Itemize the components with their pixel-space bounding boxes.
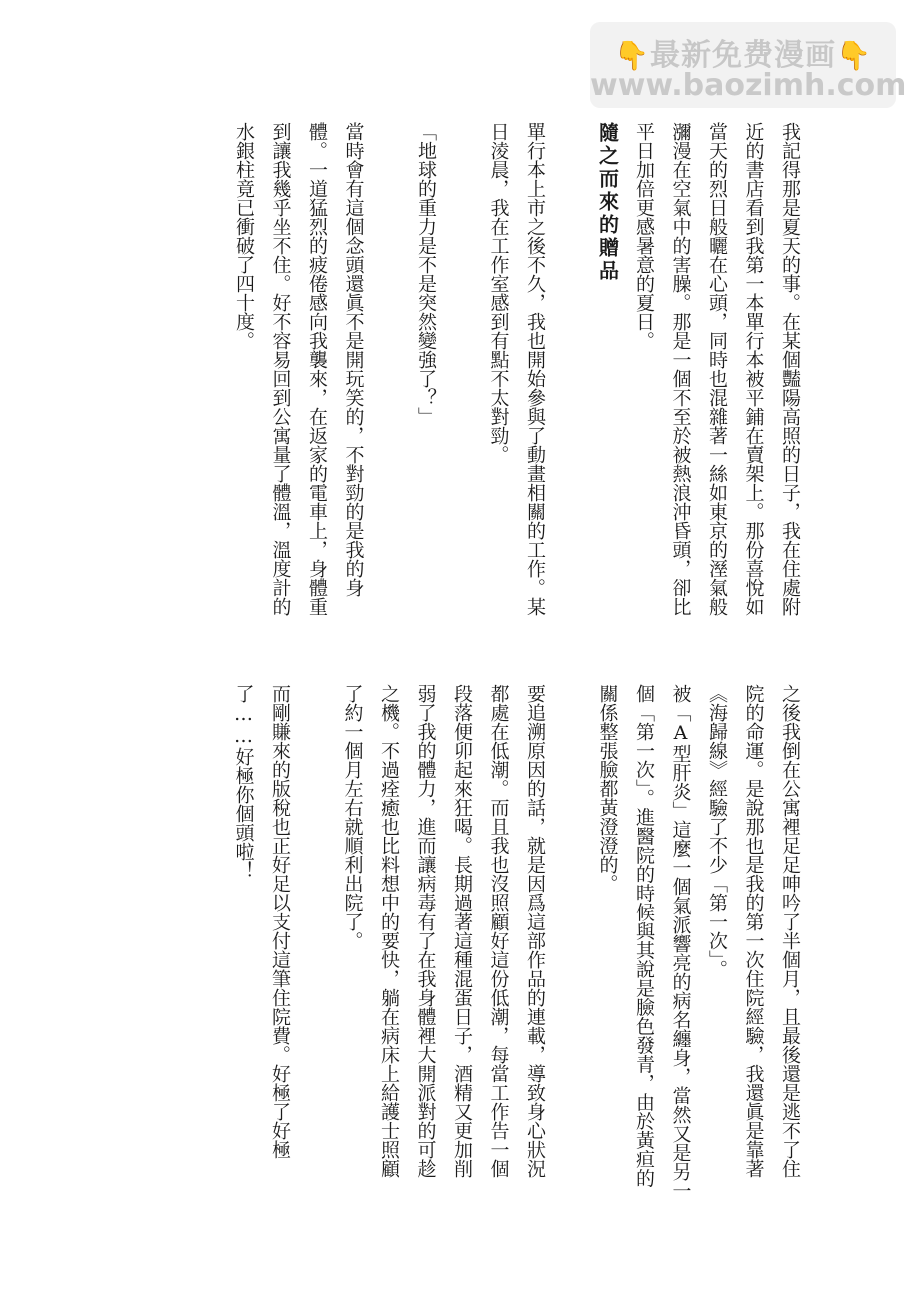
text-line: 當天的烈日般曬在心頭，同時也混雜著一絲如東京的溼氣般 (706, 122, 728, 616)
top-text-block (190, 122, 809, 642)
watermark-badge (590, 22, 907, 108)
text-line: 院的命運。是說那也是我的第一次住院經驗，我還眞是靠著 (742, 684, 765, 1178)
text-line: 弱了我的體力，進而讓病毒有了在我身體裡大開派對的可趁 (414, 684, 437, 1178)
text-line: 都處在低潮。而且我也沒照顧好這份低潮，每當工作告一個 (487, 684, 510, 1178)
text-line: 當時會有這個念頭還眞不是開玩笑的，不對勁的是我的身 (342, 122, 365, 597)
text-line: 體。一道猛烈的疲倦感向我襲來，在返家的電車上，身體重 (306, 122, 328, 616)
text-line: 近的書店看到我第一本單行本被平鋪在賣架上。那份喜悅如 (742, 122, 765, 616)
paragraph-fever (226, 122, 372, 642)
text-line: 我記得那是夏天的事。在某個豔陽高照的日子，我在住處附 (779, 122, 801, 616)
paragraph-summer (626, 122, 809, 642)
text-line: 瀰漫在空氣中的害臊。那是一個不至於被熱浪沖昏頭，卻比 (669, 122, 692, 616)
text-line: 「地球的重力是不是突然變強了？」 (415, 122, 437, 426)
paragraph-anime-work (480, 122, 553, 642)
text-line: 個「第一次」。進醫院的時候與其說是臉色發青，由於黃疸的 (633, 684, 655, 1188)
watermark-url: www.baozimh.com (590, 68, 907, 103)
text-line: 而剛賺來的版稅也正好足以支付這筆住院費。好極了好極 (269, 684, 291, 1159)
text-line: 要追溯原因的話，就是因爲這部作品的連載，導致身心狀況 (524, 684, 546, 1178)
text-line: 平日加倍更感暑意的夏日。 (633, 122, 655, 350)
section-heading: 隨之而來的贈品 (595, 122, 620, 283)
text-line: 關係整張臉都黃澄澄的。 (596, 684, 619, 893)
paragraph-hepatitis (589, 684, 699, 1200)
text-line: 水銀柱竟已衝破了四十度。 (233, 122, 255, 350)
bottom-text-block (189, 684, 808, 1200)
text-line: 《海歸線》經驗了不少「第一次」。 (706, 684, 728, 979)
text-line: 了約一個月左右就順利出院了。 (341, 684, 364, 950)
paragraph-hospital (699, 684, 809, 1184)
text-line: 之機。不過痊癒也比料想中的要快，躺在病床上給護士照顧 (378, 684, 400, 1178)
text-line: 日淩晨，我在工作室感到有點不太對勁。 (487, 122, 510, 464)
pointing-hand-icon: 👇 (836, 39, 872, 72)
text-line: 被「A型肝炎」這麼一個氣派響亮的病名纏身，當然又是另一 (669, 684, 692, 1200)
paragraph-cause (334, 684, 553, 1184)
pointing-hand-icon: 👇 (614, 39, 650, 72)
paragraph-royalties (225, 684, 298, 1184)
text-line: 之後我倒在公寓裡足足呻吟了半個月，且最後還是逃不了住 (779, 684, 801, 1178)
text-line: 到讓我幾乎坐不住。好不容易回到公寓量了體溫，溫度計的 (269, 122, 292, 616)
paragraph-gravity-quote (408, 122, 445, 642)
text-line: 段落便卯起來狂喝。長期過著這種混蛋日子，酒精又更加削 (451, 684, 473, 1178)
text-line: 了……好極你個頭啦！ (232, 684, 255, 880)
watermark-title: 最新免费漫画 (650, 38, 836, 73)
text-line: 單行本上市之後不久，我也開始參與了動畫相關的工作。某 (524, 122, 546, 616)
